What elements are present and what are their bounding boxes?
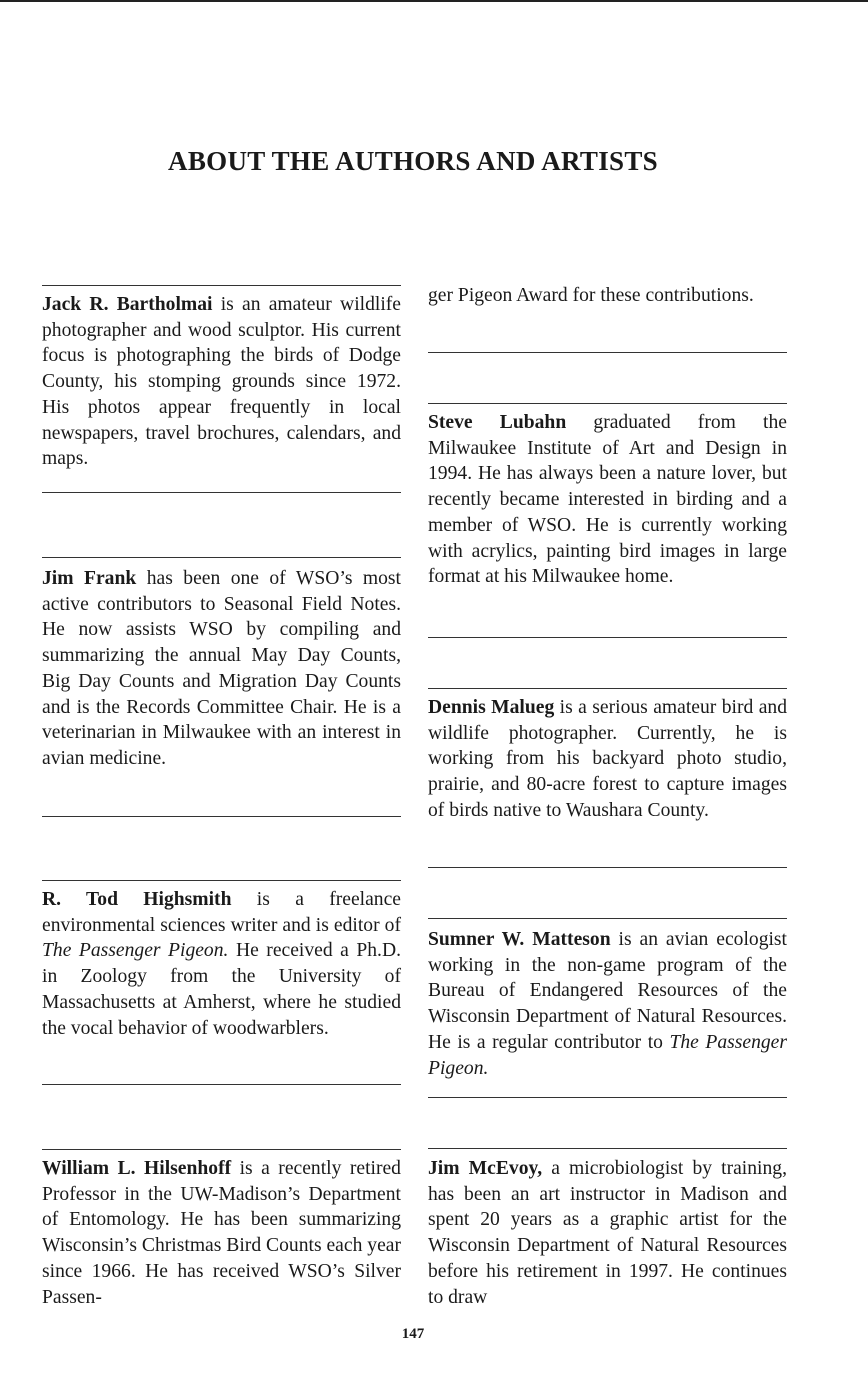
bio-text: is a freelance environmental sciences writer and is editor of — [42, 889, 401, 936]
journal-title: The Passenger Pigeon. — [428, 1031, 787, 1079]
separator-rule — [428, 403, 787, 404]
separator-rule — [428, 1148, 787, 1149]
separator-rule — [428, 918, 787, 919]
bio-malueg — [428, 695, 787, 824]
author-name: William L. Hilsenhoff — [42, 1158, 232, 1179]
bio-text: ger Pigeon Award for these contributions. — [428, 285, 754, 306]
separator-rule — [42, 816, 401, 817]
bio-mcevoy — [428, 1156, 787, 1310]
author-name: Jim McEvoy, — [428, 1158, 543, 1179]
bio-text: is an amateur wildlife photographer and wood sculptor. His current focus is photographing the birds of Dodge County, his stomping grounds since 1972. His photos appear frequently in local newspapers, travel brochures, calendars, and maps. — [42, 294, 401, 470]
bio-matteson — [428, 927, 787, 1081]
bio-text: He received a Ph.D. in Zoology from the University of Massachusetts at Amherst, where he studied the vocal behavior of woodwarblers. — [42, 940, 401, 1039]
author-name: Sumner W. Matteson — [428, 929, 611, 950]
bio-text: is an avian ecologist working in the non-game program of the Bureau of Endangered Resources of the Wisconsin Department of Natural Resources. He is a regular contributor to — [428, 929, 788, 1053]
left-column — [42, 0, 401, 1380]
bio-text: has been one of WSO’s most active contributors to Seasonal Field Notes. He now assists WSO by compiling and summarizing the annual May Day Counts, Big Day Counts and Migration Day Counts and is the Records Committee Chair. He is a veterinarian in Milwaukee with an interest in avian medicine. — [42, 568, 401, 769]
author-name: Dennis Malueg — [428, 697, 555, 718]
bio-text: is a serious amateur bird and wildlife photographer. Currently, he is working from his backyard photo studio, prairie, and 80-acre forest to capture images of birds native to Waushara County. — [428, 697, 788, 821]
journal-title: The Passenger Pigeon. — [42, 940, 229, 962]
author-name: R. Tod Highsmith — [42, 889, 232, 910]
separator-rule — [428, 637, 787, 638]
separator-rule — [428, 1097, 787, 1098]
separator-rule — [42, 557, 401, 558]
separator-rule — [42, 492, 401, 493]
bio-lubahn — [428, 410, 787, 590]
separator-rule — [42, 1084, 401, 1085]
separator-rule — [428, 867, 787, 868]
author-name: Jim Frank — [42, 568, 137, 589]
author-name: Steve Lubahn — [428, 412, 567, 433]
separator-rule — [428, 688, 787, 689]
bio-continuation — [428, 283, 787, 309]
author-name: Jack R. Bartholmai — [42, 294, 213, 315]
separator-rule — [42, 1149, 401, 1150]
bio-text: a microbiologist by training, has been an art instructor in Madison and spent 20 years as a graphic artist for the Wisconsin Department of Natural Resources before his retirement in 1997. He continues to draw — [428, 1158, 787, 1308]
bio-bartholmai — [42, 292, 401, 472]
bio-text: graduated from the Milwaukee Institute of Art and Design in 1994. He has always been a nature lover, but recently became interested in birding and a member of WSO. He is currently working with acrylics, painting bird images in large format at his Milwaukee home. — [428, 412, 787, 588]
separator-rule — [428, 352, 787, 353]
page-number: 147 — [401, 1326, 425, 1342]
right-column — [428, 0, 787, 1380]
bio-text: is a recently retired Professor in the UW-Madison’s Department of Entomology. He has been summarizing Wisconsin’s Christmas Bird Counts each year since 1966. He has received WSO’s Silver Passen- — [42, 1158, 401, 1308]
separator-rule — [42, 880, 401, 881]
bio-frank — [42, 566, 401, 772]
bio-highsmith — [42, 887, 401, 1041]
bio-hilsenhoff — [42, 1156, 401, 1310]
page-title: ABOUT THE AUTHORS AND ARTISTS — [168, 146, 658, 176]
separator-rule — [42, 285, 401, 286]
